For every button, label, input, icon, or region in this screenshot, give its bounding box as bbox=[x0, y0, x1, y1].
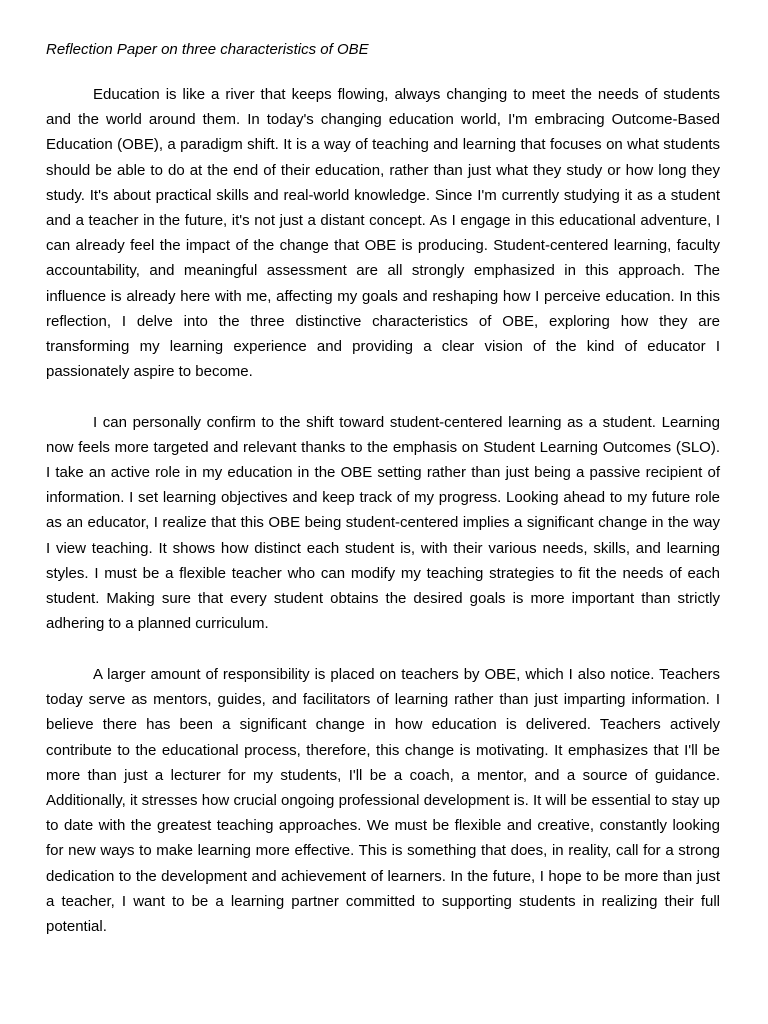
paragraph-introduction: Education is like a river that keeps flowing, always changing to meet the needs of students and the world around them. In today's changing education world, I'm embracing Outcome-Based Education (OBE), a paradigm shift. It is a way of teaching and learning that focuses on what students should be able to do at the end of their education, rather than just what they study or how long they study. It's about practical skills and real-world knowledge. Since I'm currently studying it as a student and a teacher in the future, it's not just a distant concept. As I engage in this educational adventure, I can already feel the impact of the change that OBE is producing. Student-centered learning, faculty accountability, and meaningful assessment are all strongly emphasized in this approach. The influence is already here with me, affecting my goals and reshaping how I perceive education. In this reflection, I delve into the three distinctive characteristics of OBE, exploring how they are transforming my learning experience and providing a clear vision of the kind of educator I passionately aspire to become. bbox=[46, 86, 720, 381]
paragraph-teacher-responsibility: A larger amount of responsibility is placed on teachers by OBE, which I also notice. Teachers today serve as mentors, guides, and facilitators of learning rather than just imparting information. I believe there has been a significant change in how education is delivered. Teachers actively contribute to the educational process, therefore, this change is motivating. It emphasizes that I'll be more than just a lecturer for my students, I'll be a coach, a mentor, and a source of guidance. Additionally, it stresses how crucial ongoing professional development is. It will be essential to stay up to date with the greatest teaching approaches. We must be flexible and creative, constantly looking for new ways to make learning more effective. This is something that does, in reality, call for a strong dedication to the development and achievement of learners. In the future, I hope to be more than just a teacher, I want to be a learning partner committed to supporting students in realizing their full potential. bbox=[46, 665, 720, 935]
document-page bbox=[46, 40, 720, 964]
paragraph-student-centered: I can personally confirm to the shift toward student-centered learning as a student. Learning now feels more targeted and relevant thanks to the emphasis on Student Learning Outcomes (SLO). I take an active role in my education in the OBE setting rather than just being a passive recipient of information. I set learning objectives and keep track of my progress. Looking ahead to my future role as an educator, I realize that this OBE being student-centered implies a significant change in the way I view teaching. It shows how distinct each student is, with their various needs, skills, and learning styles. I must be a flexible teacher who can modify my teaching strategies to fit the needs of each student. Making sure that every student obtains the desired goals is more important than strictly adhering to a planned curriculum. bbox=[46, 413, 720, 633]
document-title: Reflection Paper on three characteristics of OBE bbox=[46, 41, 369, 58]
